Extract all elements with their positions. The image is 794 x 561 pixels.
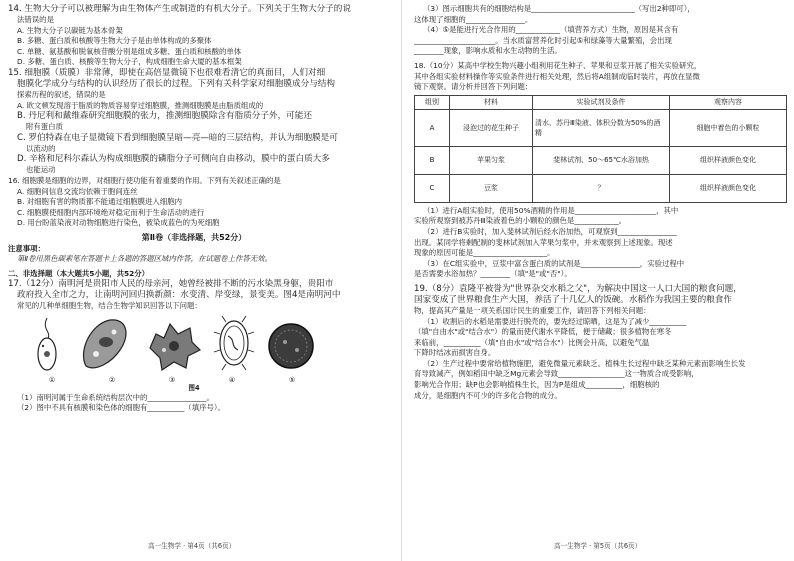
q18-intro: 镜下观察。请分析并回答下列问题： xyxy=(414,82,533,92)
q17-line: 政府投入全市之力，让南明河回归换新颜：水变清、岸变绿，景变美。图4是南明河中 xyxy=(17,290,341,301)
q16-line: 16. 细胞膜是细胞的边界，对细胞行使功能有着重要的作用。下列有关叙述正确的是 xyxy=(8,175,281,185)
table-row xyxy=(415,146,787,174)
page-4 xyxy=(8,4,380,552)
page-footer: 高一生物学 · 第5页（共6页） xyxy=(554,542,642,551)
page-5 xyxy=(414,4,788,552)
paramecium-illustration xyxy=(76,316,132,376)
q16-option-c: C. 细胞膜使细胞内部环境绝对稳定而利于生命活动的进行 xyxy=(17,207,205,217)
page-footer: 高一生物学 · 第4页（共6页） xyxy=(148,542,236,551)
table-row xyxy=(415,109,787,146)
bacterium-illustration xyxy=(212,314,256,376)
q17-sub-3: （3）图示细胞共有的细胞结构是____________________________（写出2种即可）， xyxy=(423,4,695,13)
q19-sub-1-cont: 下降时结冰而损害自身。 xyxy=(414,348,496,358)
q15-line: 探索历程的叙述，错误的是 xyxy=(17,89,106,99)
q18-sub-3-cont: 是否需要水浴加热？________（填"是"或"否"）。 xyxy=(414,269,572,279)
notice-title: 注意事项： xyxy=(8,243,45,253)
table-header: 组别 xyxy=(415,95,450,109)
q19-sub-2-cont: 影响光合作用；缺P也会影响植株生长，因为P是组成__________，细胞核的 xyxy=(414,380,660,390)
q18-intro: 其中各组实验材料操作等实验条件进行相关处理，然后将A组制成临时装片，再放在显微 xyxy=(414,71,700,81)
q19-line: 19.（8分）袁隆平被誉为"世界杂交水稻之父"，为解决中国这一人口大国的粮食问题， xyxy=(414,283,742,294)
q17-sub-4-cont: ______________________。当水质富营养化时引起⑤和绿藻等大量繁殖，会出现 xyxy=(414,35,672,45)
notice-text: 第Ⅱ卷用黑色碳素笔在答题卡上各题的答题区域内作答，在试题卷上作答无效。 xyxy=(17,254,272,264)
table-row xyxy=(415,174,787,202)
q19-sub-2-cont: 成分，是细胞内不可少的许多化合物的成分。 xyxy=(414,390,562,400)
amoeba-illustration xyxy=(142,320,202,376)
q18-sub-1-cont: 实验所观察到被苏丹Ⅲ染液着色的小颗粒的颜色是____________。 xyxy=(414,216,627,226)
q14-line: 法错误的是 xyxy=(17,15,54,24)
figure-caption: 图4 xyxy=(188,383,200,392)
q18-sub-2-cont: 出现。某同学将剩配制的斐林试剂加入苹果匀浆中，并未观察到上述现象。现述 xyxy=(414,237,673,247)
q17-line: 17.（12分）南明河是贵阳市人民的母亲河，她曾经被排不断的污水染黑身躯，贵阳市 xyxy=(8,279,334,290)
table-header: 实验试剂及条件 xyxy=(533,95,670,109)
q14-option-c: C. 单糖、氨基酸和脱氧核苷酸分别是组成多糖、蛋白质和核酸的单体 xyxy=(17,46,242,56)
figure-label: ⑤ xyxy=(288,375,296,384)
q19-sub-1-cont: （填"自由水"或"结合水"）的量而使代谢水平降低，便于储藏；很多植物在寒冬 xyxy=(414,327,672,337)
page-fold-line xyxy=(401,0,402,561)
q16-option-a: A. 细胞间信息交流均依赖于胞间连丝 xyxy=(17,186,138,196)
figure-4 xyxy=(22,314,322,376)
q16-option-b: B. 对细胞有害的物质都不能通过细胞膜进入细胞内 xyxy=(17,197,182,207)
q18-sub-3: （3）在C组实验中，豆浆中富含蛋白质的试剂是________________，实验过程中 xyxy=(423,258,685,268)
cyanobacterium-illustration xyxy=(265,320,317,376)
table-cell: ？ xyxy=(533,174,670,202)
q14-option-b: B. 多糖、蛋白质和核酸等生物大分子是由单体构成的多聚体 xyxy=(17,36,212,46)
table-header: 材料 xyxy=(450,95,533,109)
q15-option-a: A. 欧文顿发现溶于脂质的物质容易穿过细胞膜，推测细胞膜是由脂质组成的 xyxy=(17,100,264,110)
q17-sub-1: （1）南明河属于生命系统结构层次中的________________。 xyxy=(17,392,214,402)
table-cell: 组织样液颜色变化 xyxy=(670,146,787,174)
q15-option-c-cont: 以流动的 xyxy=(26,143,56,153)
table-cell: 斐林试剂、50～65℃水浴加热 xyxy=(533,146,670,174)
table-cell: B xyxy=(415,146,450,174)
q19-sub-2-cont: 育导致减产，例如稻田中缺乏Mg元素会导致__________________这一物质合成受影响， xyxy=(414,369,699,379)
table-cell: 细胞中着色的小颗粒 xyxy=(670,109,787,146)
q19-sub-2: （2）生产过程中要常给植物施肥，避免微量元素缺乏。植株生长过程中缺乏某种元素而影响生长发 xyxy=(423,358,746,368)
q17-line: 常见的几种单细胞生物，结合生物学知识回答以下问题： xyxy=(17,301,202,311)
q18-sub-1: （1）进行A组实验时，使用50%酒精的作用是______________________，其中 xyxy=(423,205,679,215)
figure-4-labels xyxy=(22,376,322,384)
experiment-table xyxy=(414,95,787,203)
q16-option-d: D. 用台盼蓝染液对动物细胞进行染色，被染成蓝色的为死细胞 xyxy=(17,218,220,228)
figure-label: ① xyxy=(48,375,56,384)
q19-line: 国家变成了世界粮食生产大国，养活了十几亿人的饭碗。水稻作为我国主要的粮食作 xyxy=(414,294,732,305)
q15-option-d: D. 辛格和尼科尔森认为构成细胞膜的磷脂分子可侧向自由移动，膜中的蛋白质大多 xyxy=(17,154,330,165)
q15-line: 胞膜化学成分与结构的认识经历了很长的过程。下列有关科学家对细胞膜成分与结构 xyxy=(17,78,335,89)
q14-option-a: A. 生物大分子以碳链为基本骨架 xyxy=(17,25,123,35)
q18-sub-2: （2）进行B实验时，加入斐林试剂后经水浴加热，可观察到________________ xyxy=(423,226,677,236)
q14-line: 14. 生物大分子可以被理解为由生物体产生或制造的有机大分子。下列关于生物大分子的说 xyxy=(8,4,351,14)
table-cell: 组织样液颜色变化 xyxy=(670,174,787,202)
q15-line: 15. 细胞膜（质膜）非常薄，即使在高倍显微镜下也很难看清它的真面目，人们对细 xyxy=(8,67,326,78)
q15-option-b-cont: 附有蛋白质 xyxy=(26,122,63,132)
euglena-illustration xyxy=(27,316,67,376)
table-cell: C xyxy=(415,174,450,202)
q15-option-c: C. 罗伯特森在电子显微镜下看到细胞膜呈暗—亮—暗的三层结构，并认为细胞膜是可 xyxy=(17,132,338,143)
q17-sub-4-cont: ________现象，影响水质和水生动物的生活。 xyxy=(414,46,562,56)
q17-sub-3-cont: 这体现了细胞的________________。 xyxy=(414,14,533,24)
part2-title: 第Ⅱ卷（非选择题，共52分） xyxy=(141,232,247,242)
section2-heading: 二、非选择题（本大题共5小题，共52分） xyxy=(8,268,150,278)
table-cell: 苹果匀浆 xyxy=(450,146,533,174)
figure-label: ② xyxy=(108,375,116,384)
q15-option-b: B. 丹尼利和戴维森研究细胞膜的张力，推测细胞膜除含有脂质分子外，可能还 xyxy=(17,111,312,122)
q18-intro: 18.（10分）某高中学校生物兴趣小组利用花生种子、苹果和豆浆开展了相关实验研究， xyxy=(414,60,702,70)
q19-sub-1: （1）收割后的水稻是需要进行脱壳的，要先经过晾晒，这是为了减少__________ xyxy=(423,316,687,326)
q14-option-d: D. 多糖、蛋白质、核酸等生物大分子，构成细胞生命大厦的基本框架 xyxy=(17,57,242,67)
q19-sub-1-cont: 来临前，__________（填"自由水"或"结合水"）比例会升高，以避免气温 xyxy=(414,337,650,347)
figure-label: ④ xyxy=(228,375,236,384)
q17-sub-2: （2）图中不具有核膜和染色体的细胞有__________（填序号）。 xyxy=(17,403,225,413)
table-header: 观察内容 xyxy=(670,95,787,109)
table-cell: A xyxy=(415,109,450,146)
q17-sub-4: （4）⑤是能进行光合作用的____________（填营养方式）生物，原因是其含有 xyxy=(423,25,679,35)
q19-line: 物，提高其产量是一项关系国计民生的重要工作，请回答下列相关问题： xyxy=(414,305,651,315)
q15-option-d-cont: 也能运动 xyxy=(26,165,56,175)
table-cell: 浸泡过的花生种子 xyxy=(450,109,533,146)
figure-label: ③ xyxy=(168,375,176,384)
table-cell: 清水、苏丹Ⅲ染液、体积分数为50%的酒精 xyxy=(533,109,670,146)
table-cell: 豆浆 xyxy=(450,174,533,202)
q18-sub-2-cont: 现象的原因可能是____________________。 xyxy=(414,248,555,258)
